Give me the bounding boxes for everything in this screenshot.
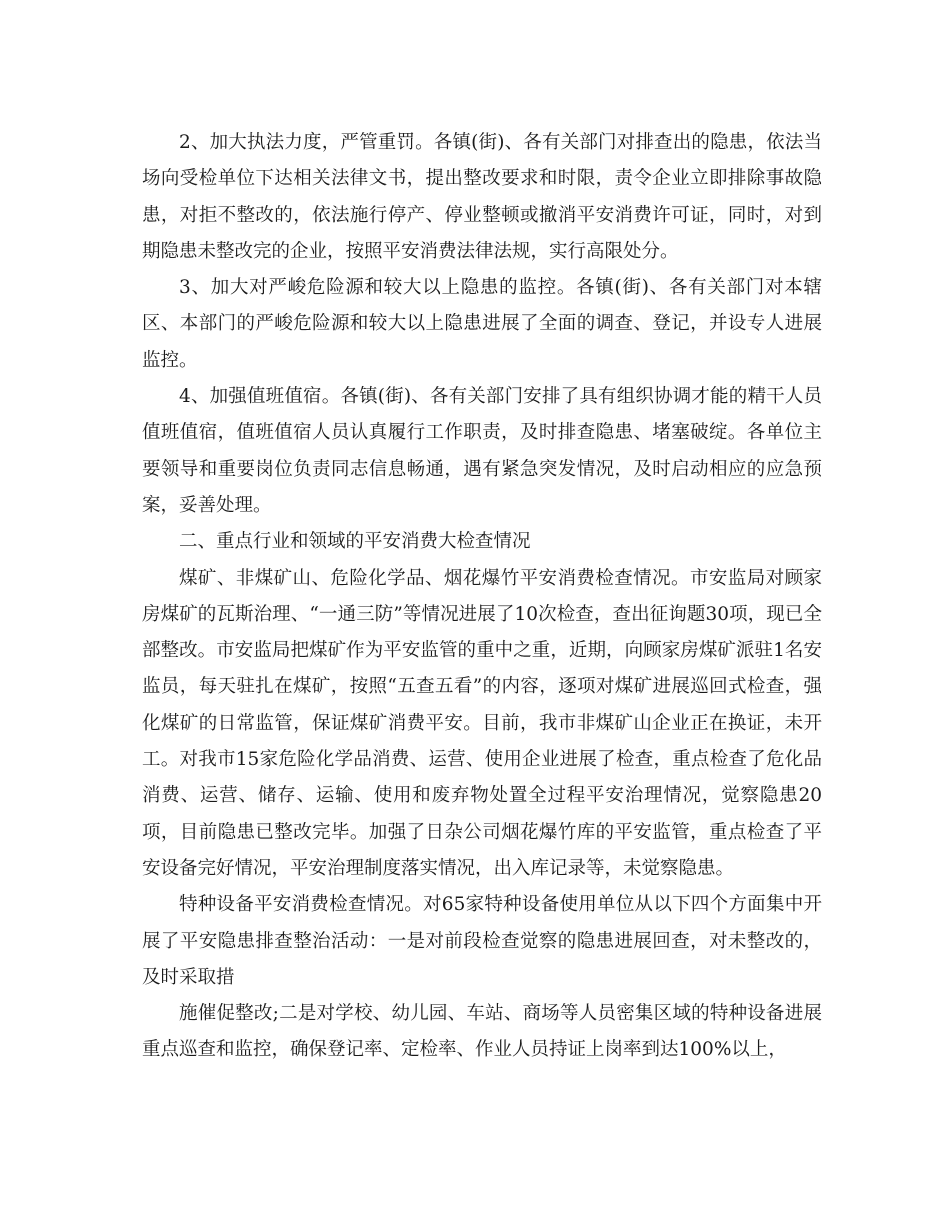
section-heading-key-industries: 二、重点行业和领域的平安消费大检查情况 — [179, 531, 531, 553]
paragraph-duty-shifts: 4、加强值班值宿。各镇(街)、各有关部门安排了具有组织协调才能的精干人员值班值宿，值班值宿人员认真履行工作职责，及时排查隐患、堵塞破绽。各单位主要领导和重要岗位负责同志信息畅通，遇有紧急突发情况，及时启动相应的应急预案，妥善处理。 — [142, 386, 822, 516]
paragraph-enforcement: 2、加大执法力度，严管重罚。各镇(街)、各有关部门对排查出的隐患，依法当场向受检单位下达相关法律文书，提出整改要求和时限，责令企业立即排除事故隐患，对拒不整改的，依法施行停产、停业整顿或撤消平安消费许可证，同时，对到期隐患未整改完的企业，按照平安消费法律法规，实行高限处分。 — [142, 132, 822, 262]
paragraph-special-equipment: 特种设备平安消费检查情况。对65家特种设备使用单位从以下四个方面集中开展了平安隐患排查整治活动：一是对前段检查觉察的隐患进展回查，对未整改的，及时采取措 — [142, 894, 822, 988]
paragraph-rectification: 施催促整改;二是对学校、幼儿园、车站、商场等人员密集区域的特种设备进展重点巡查和监控，确保登记率、定检率、作业人员持证上岗率到达100%以上， — [142, 1003, 822, 1061]
document-body — [142, 125, 822, 1069]
paragraph-hazard-monitoring: 3、加大对严峻危险源和较大以上隐患的监控。各镇(街)、各有关部门对本辖区、本部门的严峻危险源和较大以上隐患进展了全面的调查、登记，并设专人进展监控。 — [142, 277, 822, 371]
paragraph-mining-chemicals: 煤矿、非煤矿山、危险化学品、烟花爆竹平安消费检查情况。市安监局对顾家房煤矿的瓦斯治理、“一通三防”等情况进展了10次检查，查出征询题30项，现已全部整改。市安监局把煤矿作为平安监管的重中之重，近期，向顾家房煤矿派驻1名安监员，每天驻扎在煤矿，按照“五查五看”的内容，逐项对煤矿进展巡回式检查，强化煤矿的日常监管，保证煤矿消费平安。目前，我市非煤矿山企业正在换证，未开工。对我市15家危险化学品消费、运营、使用企业进展了检查，重点检查了危化品消费、运营、储存、运输、使用和废弃物处置全过程平安治理情况，觉察隐患20项，目前隐患已整改完毕。加强了日杂公司烟花爆竹库的平安监管，重点检查了平安设备完好情况，平安治理制度落实情况，出入库记录等，未觉察隐患。 — [142, 567, 822, 879]
